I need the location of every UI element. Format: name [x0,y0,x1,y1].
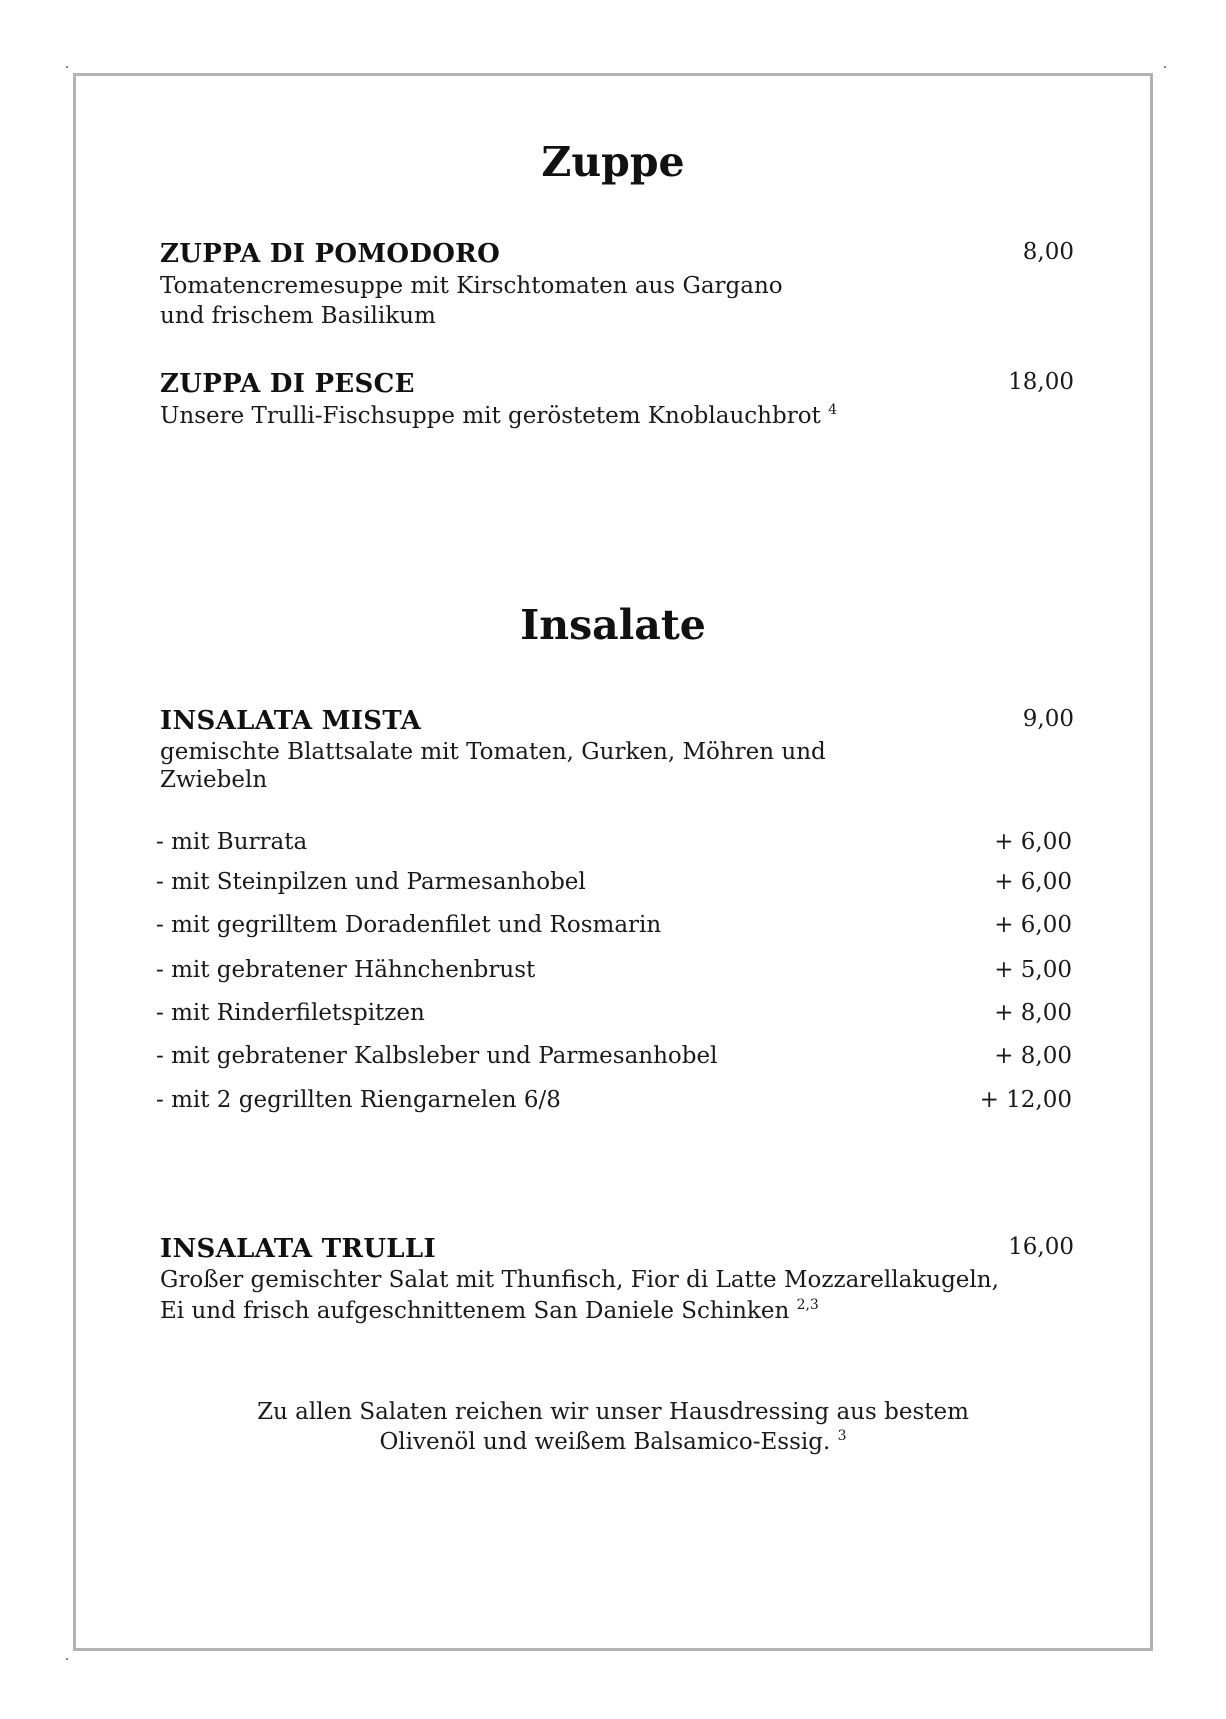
salad-extra-label: - mit gebratener Hähnchenbrust [156,957,536,983]
dish-description-text: Unsere Trulli-Fischsuppe mit geröstetem Knoblauchbrot [160,403,821,429]
dish-name-zuppa-di-pesce: ZUPPA DI PESCE [160,369,415,399]
dressing-note-line: Zu allen Salaten reichen wir unser Hausdressing aus bestem [257,1399,969,1425]
dish-description-line: Zwiebeln [160,767,268,793]
salad-extra-price: + 5,00 [994,957,1072,983]
allergen-footnote: 3 [837,1428,847,1444]
salad-extra-price: + 12,00 [979,1087,1072,1113]
salad-extra-label: - mit gebratener Kalbsleber und Parmesanhobel [156,1043,718,1069]
salad-extra-price: + 8,00 [994,1043,1072,1069]
salad-extra-price: + 6,00 [994,829,1072,855]
section-title-insalate: Insalate [520,601,706,649]
dish-price-insalata-mista: 9,00 [1022,706,1074,732]
dressing-note-text: Olivenöl und weißem Balsamico-Essig. [379,1429,831,1455]
dish-price-zuppa-di-pesce: 18,00 [1008,369,1074,395]
dish-price-insalata-trulli: 16,00 [1008,1234,1074,1260]
crop-mark [66,66,68,68]
dish-name-insalata-mista: INSALATA MISTA [160,706,422,736]
dish-description-line [160,401,837,431]
dish-description-line: und frischem Basilikum [160,303,436,329]
dressing-note-line [0,1427,1226,1457]
dish-price-zuppa-di-pomodoro: 8,00 [1022,239,1074,265]
dish-name-zuppa-di-pomodoro: ZUPPA DI POMODORO [160,239,501,269]
salad-extra-label: - mit Burrata [156,829,308,855]
crop-mark [66,1658,68,1660]
salad-extra-label: - mit Steinpilzen und Parmesanhobel [156,869,586,895]
dish-description-text: Ei und frisch aufgeschnittenem San Daniele Schinken [160,1298,790,1324]
dish-description-line [160,1296,819,1326]
salad-extra-label: - mit Rinderfiletspitzen [156,1000,425,1026]
salad-extra-price: + 6,00 [994,869,1072,895]
salad-extra-label: - mit gegrilltem Doradenfilet und Rosmarin [156,912,662,938]
dish-description-line: Tomatencremesuppe mit Kirschtomaten aus Gargano [160,273,783,299]
section-title-zuppe: Zuppe [541,138,685,186]
dish-description-line: gemischte Blattsalate mit Tomaten, Gurken, Möhren und [160,739,826,765]
salad-extra-label: - mit 2 gegrillten Riengarnelen 6/8 [156,1087,561,1113]
dish-name-insalata-trulli: INSALATA TRULLI [160,1234,436,1264]
allergen-footnote: 4 [828,402,838,418]
crop-mark [1164,66,1166,68]
allergen-footnote: 2,3 [796,1297,819,1313]
dish-description-line: Großer gemischter Salat mit Thunfisch, Fior di Latte Mozzarellakugeln, [160,1267,999,1293]
salad-extra-price: + 8,00 [994,1000,1072,1026]
salad-extra-price: + 6,00 [994,912,1072,938]
